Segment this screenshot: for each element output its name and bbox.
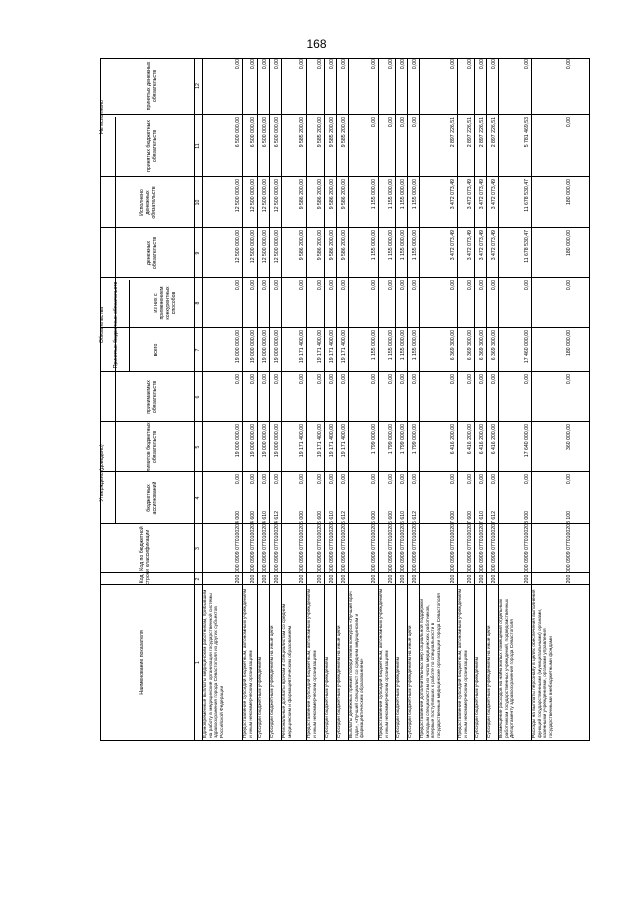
row-kbk: 000 0909 0770100208 100 bbox=[566, 510, 572, 573]
row-value-v7: 6 369 300,00 bbox=[479, 330, 485, 361]
row-value-v4: 0,00 bbox=[400, 474, 406, 485]
row-kbk: 000 0909 0770100208 000 bbox=[524, 510, 530, 573]
row-value-v12: 0,00 bbox=[400, 59, 406, 70]
row-value-v8: 0,00 bbox=[341, 280, 347, 291]
row-value-v9: 9 586 200,00 bbox=[329, 230, 335, 261]
header-accepted-budget-obl: Принятых бюджетных обязательств bbox=[113, 281, 119, 369]
column-number: 11 bbox=[195, 143, 201, 149]
row-value-v12: 0,00 bbox=[467, 59, 473, 70]
row-value-v12: 0,00 bbox=[479, 59, 485, 70]
row-value-v6: 0,00 bbox=[450, 374, 456, 385]
row-value-v4: 0,00 bbox=[250, 474, 256, 485]
row-value-v10: 3 472 073,49 bbox=[479, 179, 485, 210]
row-name: Предоставление субсидий бюджетным, автономным учреждениям и иным некоммерческим организациям bbox=[243, 588, 254, 738]
row-value-v6: 0,00 bbox=[400, 374, 406, 385]
row-code: 200 bbox=[388, 574, 394, 584]
row-value-v9: 9 586 200,00 bbox=[299, 230, 305, 261]
row-value-v12: 0,00 bbox=[566, 59, 572, 70]
row-value-v4: 0,00 bbox=[341, 474, 347, 485]
row-value-v6: 0,00 bbox=[467, 374, 473, 385]
row-value-v6: 0,00 bbox=[262, 374, 268, 385]
row-kbk: 000 0909 0770100207 612 bbox=[491, 510, 497, 573]
row-value-v6: 0,00 bbox=[250, 374, 256, 385]
row-value-v7: 180 000,00 bbox=[566, 330, 572, 356]
row-value-v4: 0,00 bbox=[491, 474, 497, 485]
row-value-v12: 0,00 bbox=[250, 59, 256, 70]
row-value-v10: 3 472 073,49 bbox=[467, 179, 473, 210]
row-value-v8: 0,00 bbox=[450, 280, 456, 291]
row-value-v8: 0,00 bbox=[299, 280, 305, 291]
row-value-v7: 1 155 000,00 bbox=[412, 330, 418, 361]
row-kbk: 000 0909 0770100206 600 bbox=[388, 510, 394, 573]
row-kbk: 000 0909 0770100205 600 bbox=[317, 510, 323, 573]
row-value-v12: 0,00 bbox=[491, 59, 497, 70]
row-value-v12: 0,00 bbox=[299, 59, 305, 70]
row-value-v6: 0,00 bbox=[491, 374, 497, 385]
row-value-v4: 0,00 bbox=[412, 474, 418, 485]
row-name: Субсидии бюджетным учреждениям на иные цели bbox=[337, 625, 342, 738]
row-value-v5: 6 416 200,00 bbox=[450, 424, 456, 455]
row-code: 200 bbox=[524, 574, 530, 584]
header-accepted-monetary: принятых денежных обязательств bbox=[145, 61, 158, 111]
row-value-v8: 0,00 bbox=[400, 280, 406, 291]
row-value-v9: 3 472 073,49 bbox=[479, 230, 485, 261]
header-code-row: Код строки bbox=[138, 569, 151, 585]
row-value-v10: 11 678 530,47 bbox=[524, 179, 530, 212]
header-budget-alloc: бюджетных ассигнований bbox=[145, 481, 158, 515]
row-kbk: 000 0909 0770100207 000 bbox=[450, 510, 456, 573]
row-value-v8: 0,00 bbox=[329, 280, 335, 291]
row-code: 200 bbox=[412, 574, 418, 584]
row-value-v10: 9 586 200,00 bbox=[329, 179, 335, 210]
row-value-v11: 0,00 bbox=[400, 117, 406, 128]
row-name: Субсидии бюджетным учреждениям на иные цели bbox=[408, 625, 413, 738]
row-value-v4: 0,00 bbox=[388, 474, 394, 485]
row-name: Субсидии бюджетным учреждениям bbox=[475, 657, 480, 738]
row-value-v5: 19 000 000,00 bbox=[250, 424, 256, 458]
column-number: 12 bbox=[195, 83, 201, 89]
row-value-v4: 0,00 bbox=[299, 474, 305, 485]
row-code: 200 bbox=[274, 574, 280, 584]
row-kbk: 000 0909 0770100205 000 bbox=[299, 510, 305, 573]
row-kbk: 000 0909 0770100204 610 bbox=[262, 510, 268, 573]
row-value-v11: 9 585 200,00 bbox=[329, 117, 335, 148]
row-value-v11: 0,00 bbox=[412, 117, 418, 128]
row-value-v4: 0,00 bbox=[371, 474, 377, 485]
row-value-v4: 0,00 bbox=[329, 474, 335, 485]
row-value-v7: 19 000 000,00 bbox=[262, 330, 268, 364]
row-value-v9: 9 586 200,00 bbox=[341, 230, 347, 261]
row-value-v8: 0,00 bbox=[388, 280, 394, 291]
row-value-v10: 1 155 000,00 bbox=[388, 179, 394, 210]
row-name: Выплаты денежных премий победителям конкурса «Лучший врач года», «Лучший специалист со средним медицинским и фармацевтическим образованием» bbox=[349, 591, 366, 738]
row-value-v8: 0,00 bbox=[479, 280, 485, 291]
row-value-v9: 11 678 530,47 bbox=[524, 230, 530, 263]
row-value-v6: 0,00 bbox=[317, 374, 323, 385]
row-value-v9: 1 155 000,00 bbox=[388, 230, 394, 261]
row-value-v7: 6 369 300,00 bbox=[450, 330, 456, 361]
row-kbk: 000 0909 0770100205 612 bbox=[341, 510, 347, 573]
group-divider bbox=[129, 280, 130, 372]
row-code: 200 bbox=[262, 574, 268, 584]
row-value-v12: 0,00 bbox=[524, 59, 530, 70]
row-value-v8: 0,00 bbox=[274, 280, 280, 291]
row-value-v7: 19 000 000,00 bbox=[235, 330, 241, 364]
header-name: Наименование показателя bbox=[138, 630, 145, 695]
row-value-v11: 9 585 200,00 bbox=[341, 117, 347, 148]
row-kbk: 000 0909 0770100207 600 bbox=[467, 510, 473, 573]
row-kbk: 000 0909 0770100204 612 bbox=[274, 510, 280, 573]
row-value-v12: 0,00 bbox=[341, 59, 347, 70]
header-accepted-budget-obl2: принятых бюджетных обязательств bbox=[145, 120, 158, 172]
row-value-v5: 19 171 400,00 bbox=[341, 424, 347, 458]
row-code: 200 bbox=[491, 574, 497, 584]
row-value-v9: 12 500 000,00 bbox=[274, 230, 280, 264]
row-value-v9: 180 000,00 bbox=[566, 230, 572, 256]
row-value-v11: 5 781 469,53 bbox=[524, 117, 530, 148]
row-code: 200 bbox=[235, 574, 241, 584]
row-kbk: 000 0909 0770100206 610 bbox=[400, 510, 406, 573]
row-value-v9: 12 500 000,00 bbox=[262, 230, 268, 264]
row-value-v7: 19 171 400,00 bbox=[329, 330, 335, 364]
row-value-v8: 0,00 bbox=[317, 280, 323, 291]
row-name: Предоставление субсидий бюджетным, автономным учреждениям и иным некоммерческим организациям bbox=[458, 588, 469, 738]
row-name: Субсидии бюджетным учреждениям на иные цели bbox=[270, 625, 275, 738]
row-code: 200 bbox=[566, 574, 572, 584]
row-value-v5: 19 171 400,00 bbox=[317, 424, 323, 458]
row-value-v12: 0,00 bbox=[274, 59, 280, 70]
row-value-v5: 1 799 000,00 bbox=[400, 424, 406, 455]
row-code: 200 bbox=[371, 574, 377, 584]
row-value-v6: 0,00 bbox=[412, 374, 418, 385]
row-value-v9: 3 472 073,49 bbox=[450, 230, 456, 261]
row-value-v8: 0,00 bbox=[250, 280, 256, 291]
row-name: Предоставление субсидий бюджетным, автономным учреждениям и иным некоммерческим организациям bbox=[307, 588, 318, 738]
row-value-v9: 12 500 000,00 bbox=[250, 230, 256, 264]
row-value-v6: 0,00 bbox=[329, 374, 335, 385]
header-approved: Утверждено (доведено) bbox=[99, 444, 105, 502]
row-value-v6: 0,00 bbox=[274, 374, 280, 385]
row-value-v11: 2 897 226,51 bbox=[491, 117, 497, 148]
row-name: Возмещение расходов на наём жилых помещений отдельным работникам государственных учреждений, подведомственных Департаменту здравоохранения города Севастополя bbox=[499, 598, 516, 738]
row-kbk: 000 0909 0770100205 610 bbox=[329, 510, 335, 573]
row-value-v6: 0,00 bbox=[299, 374, 305, 385]
row-value-v11: 2 897 226,51 bbox=[450, 117, 456, 148]
header-total: всего bbox=[152, 343, 159, 357]
row-value-v8: 0,00 bbox=[566, 280, 572, 291]
row-name: Региональные доплаты врачам и специалистам со средним медицинским и фармацевтическим образованием bbox=[282, 603, 293, 738]
row-value-v8: 0,00 bbox=[412, 280, 418, 291]
row-value-v12: 0,00 bbox=[371, 59, 377, 70]
row-value-v7: 1 155 000,00 bbox=[371, 330, 377, 361]
row-value-v8: 0,00 bbox=[262, 280, 268, 291]
row-name: Субсидии бюджетным учреждениям bbox=[258, 657, 263, 738]
row-value-v4: 0,00 bbox=[566, 474, 572, 485]
row-value-v9: 3 472 073,49 bbox=[467, 230, 473, 261]
row-value-v9: 1 155 000,00 bbox=[400, 230, 406, 261]
row-name: Субсидии бюджетным учреждениям на иные цели bbox=[487, 625, 492, 738]
row-value-v10: 12 500 000,00 bbox=[235, 179, 241, 213]
row-value-v7: 19 171 400,00 bbox=[317, 330, 323, 364]
column-number: 8 bbox=[195, 301, 201, 305]
row-value-v11: 2 897 226,51 bbox=[467, 117, 473, 148]
column-number: 9 bbox=[195, 251, 201, 255]
column-number: 1 bbox=[195, 661, 201, 664]
row-value-v8: 0,00 bbox=[524, 280, 530, 291]
row-value-v5: 19 000 000,00 bbox=[262, 424, 268, 458]
row-code: 200 bbox=[400, 574, 406, 584]
row-value-v10: 9 586 200,00 bbox=[299, 179, 305, 210]
row-value-v12: 0,00 bbox=[235, 59, 241, 70]
row-name: Расходы на выплаты персоналу в целях обеспечения выполнения функций государственными (муниципальными) органами, казенными учреждениями, органами управления государственными внебюджетными фондами bbox=[532, 589, 554, 738]
row-name: Субсидии бюджетным учреждениям bbox=[325, 657, 330, 738]
row-value-v6: 0,00 bbox=[235, 374, 241, 385]
row-value-v11: 0,00 bbox=[388, 117, 394, 128]
row-value-v4: 0,00 bbox=[235, 474, 241, 485]
row-value-v11: 2 897 226,51 bbox=[479, 117, 485, 148]
row-value-v5: 19 171 400,00 bbox=[299, 424, 305, 458]
row-value-v8: 0,00 bbox=[235, 280, 241, 291]
row-code: 200 bbox=[341, 574, 347, 584]
row-value-v10: 9 586 200,00 bbox=[341, 179, 347, 210]
row-value-v10: 12 500 000,00 bbox=[274, 179, 280, 213]
budget-table bbox=[100, 58, 590, 741]
row-value-v4: 0,00 bbox=[450, 474, 456, 485]
row-value-v9: 1 155 000,00 bbox=[412, 230, 418, 261]
row-value-v11: 6 500 000,00 bbox=[274, 117, 280, 148]
row-value-v5: 17 640 000,00 bbox=[524, 424, 530, 458]
row-value-v10: 1 155 000,00 bbox=[412, 179, 418, 210]
header-monetary: денежных обязательств bbox=[145, 236, 158, 270]
row-value-v5: 1 799 000,00 bbox=[388, 424, 394, 455]
column-number: 4 bbox=[195, 496, 201, 500]
row-value-v8: 0,00 bbox=[371, 280, 377, 291]
row-name: Предоставление дополнительных мер социальной поддержки молодым специалистам из числа медицинских работников, впервые поступивших к работе по специальности в государственные медицинские организации города Севастополя bbox=[420, 593, 442, 738]
row-value-v4: 0,00 bbox=[262, 474, 268, 485]
row-value-v5: 6 416 200,00 bbox=[467, 424, 473, 455]
row-name: Предоставление субсидий бюджетным, автономным учреждениям и иным некоммерческим организациям bbox=[379, 588, 390, 738]
row-value-v7: 19 171 400,00 bbox=[341, 330, 347, 364]
row-kbk: 000 0909 0770100207 610 bbox=[479, 510, 485, 573]
row-value-v11: 6 500 000,00 bbox=[262, 117, 268, 148]
column-number: 6 bbox=[195, 395, 201, 399]
header-obligations: Обязательства bbox=[99, 306, 105, 344]
header-code-budget: Код по бюджетной классификации bbox=[138, 526, 151, 571]
page-number: 168 bbox=[306, 37, 327, 51]
row-value-v10: 9 586 200,00 bbox=[317, 179, 323, 210]
row-value-v6: 0,00 bbox=[341, 374, 347, 385]
row-value-v5: 19 000 000,00 bbox=[235, 424, 241, 458]
row-value-v7: 19 171 400,00 bbox=[299, 330, 305, 364]
row-value-v12: 0,00 bbox=[317, 59, 323, 70]
row-value-v9: 12 500 000,00 bbox=[235, 230, 241, 264]
row-value-v7: 1 155 000,00 bbox=[400, 330, 406, 361]
row-value-v10: 12 500 000,00 bbox=[262, 179, 268, 213]
column-number: 3 bbox=[195, 547, 201, 550]
row-value-v7: 6 369 300,00 bbox=[467, 330, 473, 361]
row-value-v7: 17 460 000,00 bbox=[524, 330, 530, 364]
row-code: 200 bbox=[329, 574, 335, 584]
row-name: Единовременные выплаты медицинским работникам, прибывшим на работу в медицинские организации государственной системы здравоохранения города Севастополя из других субъектов Российской Федерации bbox=[203, 589, 225, 738]
row-code: 200 bbox=[250, 574, 256, 584]
row-value-v5: 6 416 200,00 bbox=[479, 424, 485, 455]
row-value-v8: 0,00 bbox=[467, 280, 473, 291]
row-kbk: 000 0909 0770100206 612 bbox=[412, 510, 418, 573]
row-code: 200 bbox=[299, 574, 305, 584]
header-not-executed: Не исполнено bbox=[99, 100, 105, 134]
row-value-v10: 1 155 000,00 bbox=[400, 179, 406, 210]
column-number: 5 bbox=[195, 445, 201, 449]
row-value-v4: 0,00 bbox=[274, 474, 280, 485]
header-limits: лимитов бюджетных обязательств bbox=[145, 422, 158, 472]
row-value-v10: 3 472 073,49 bbox=[450, 179, 456, 210]
column-number: 2 bbox=[195, 577, 201, 581]
row-code: 200 bbox=[479, 574, 485, 584]
row-code: 200 bbox=[450, 574, 456, 584]
row-value-v5: 19 000 000,00 bbox=[274, 424, 280, 458]
row-value-v6: 0,00 bbox=[388, 374, 394, 385]
row-value-v9: 1 155 000,00 bbox=[371, 230, 377, 261]
row-value-v6: 0,00 bbox=[524, 374, 530, 385]
row-value-v11: 9 585 200,00 bbox=[317, 117, 323, 148]
row-name: Субсидии бюджетным учреждениям bbox=[396, 657, 401, 738]
row-value-v4: 0,00 bbox=[317, 474, 323, 485]
row-value-v7: 6 369 300,00 bbox=[491, 330, 497, 361]
row-value-v7: 1 155 000,00 bbox=[388, 330, 394, 361]
row-code: 200 bbox=[467, 574, 473, 584]
row-value-v7: 19 000 000,00 bbox=[250, 330, 256, 364]
row-kbk: 000 0909 0770100204 600 bbox=[250, 510, 256, 573]
header-accepted-obl: принимаемых обязательств bbox=[145, 380, 158, 414]
row-value-v9: 9 586 200,00 bbox=[317, 230, 323, 261]
row-value-v7: 19 000 000,00 bbox=[274, 330, 280, 364]
row-value-v6: 0,00 bbox=[479, 374, 485, 385]
row-code: 200 bbox=[317, 574, 323, 584]
header-competitive: из них с применением конкурентных способов bbox=[152, 286, 177, 320]
row-value-v5: 360 000,00 bbox=[566, 424, 572, 450]
row-value-v5: 1 799 000,00 bbox=[371, 424, 377, 455]
row-value-v5: 19 171 400,00 bbox=[329, 424, 335, 458]
row-value-v6: 0,00 bbox=[566, 374, 572, 385]
row-value-v10: 3 472 073,49 bbox=[491, 179, 497, 210]
column-number: 7 bbox=[195, 348, 201, 352]
row-value-v9: 3 472 073,49 bbox=[491, 230, 497, 261]
row-value-v10: 12 500 000,00 bbox=[250, 179, 256, 213]
row-value-v4: 0,00 bbox=[479, 474, 485, 485]
row-value-v8: 0,00 bbox=[491, 280, 497, 291]
row-value-v12: 0,00 bbox=[388, 59, 394, 70]
row-value-v12: 0,00 bbox=[262, 59, 268, 70]
row-kbk: 000 0909 0770100206 000 bbox=[371, 510, 377, 573]
header-executed: Исполнено денежных обязательств bbox=[138, 186, 157, 219]
row-value-v4: 0,00 bbox=[524, 474, 530, 485]
row-value-v10: 1 155 000,00 bbox=[371, 179, 377, 210]
row-value-v11: 6 500 000,00 bbox=[250, 117, 256, 148]
row-value-v10: 180 000,00 bbox=[566, 179, 572, 205]
row-value-v11: 9 585 200,00 bbox=[299, 117, 305, 148]
row-value-v11: 0,00 bbox=[566, 117, 572, 128]
row-value-v12: 0,00 bbox=[412, 59, 418, 70]
rotated-table-wrapper bbox=[100, 58, 590, 741]
row-value-v5: 6 416 200,00 bbox=[491, 424, 497, 455]
row-value-v12: 0,00 bbox=[329, 59, 335, 70]
row-value-v11: 0,00 bbox=[371, 117, 377, 128]
row-kbk: 000 0909 0770100204 000 bbox=[235, 510, 241, 573]
column-number: 10 bbox=[195, 199, 201, 206]
row-value-v6: 0,00 bbox=[371, 374, 377, 385]
row-value-v11: 6 500 000,00 bbox=[235, 117, 241, 148]
row-value-v4: 0,00 bbox=[467, 474, 473, 485]
row-value-v12: 0,00 bbox=[450, 59, 456, 70]
row-value-v5: 1 799 000,00 bbox=[412, 424, 418, 455]
